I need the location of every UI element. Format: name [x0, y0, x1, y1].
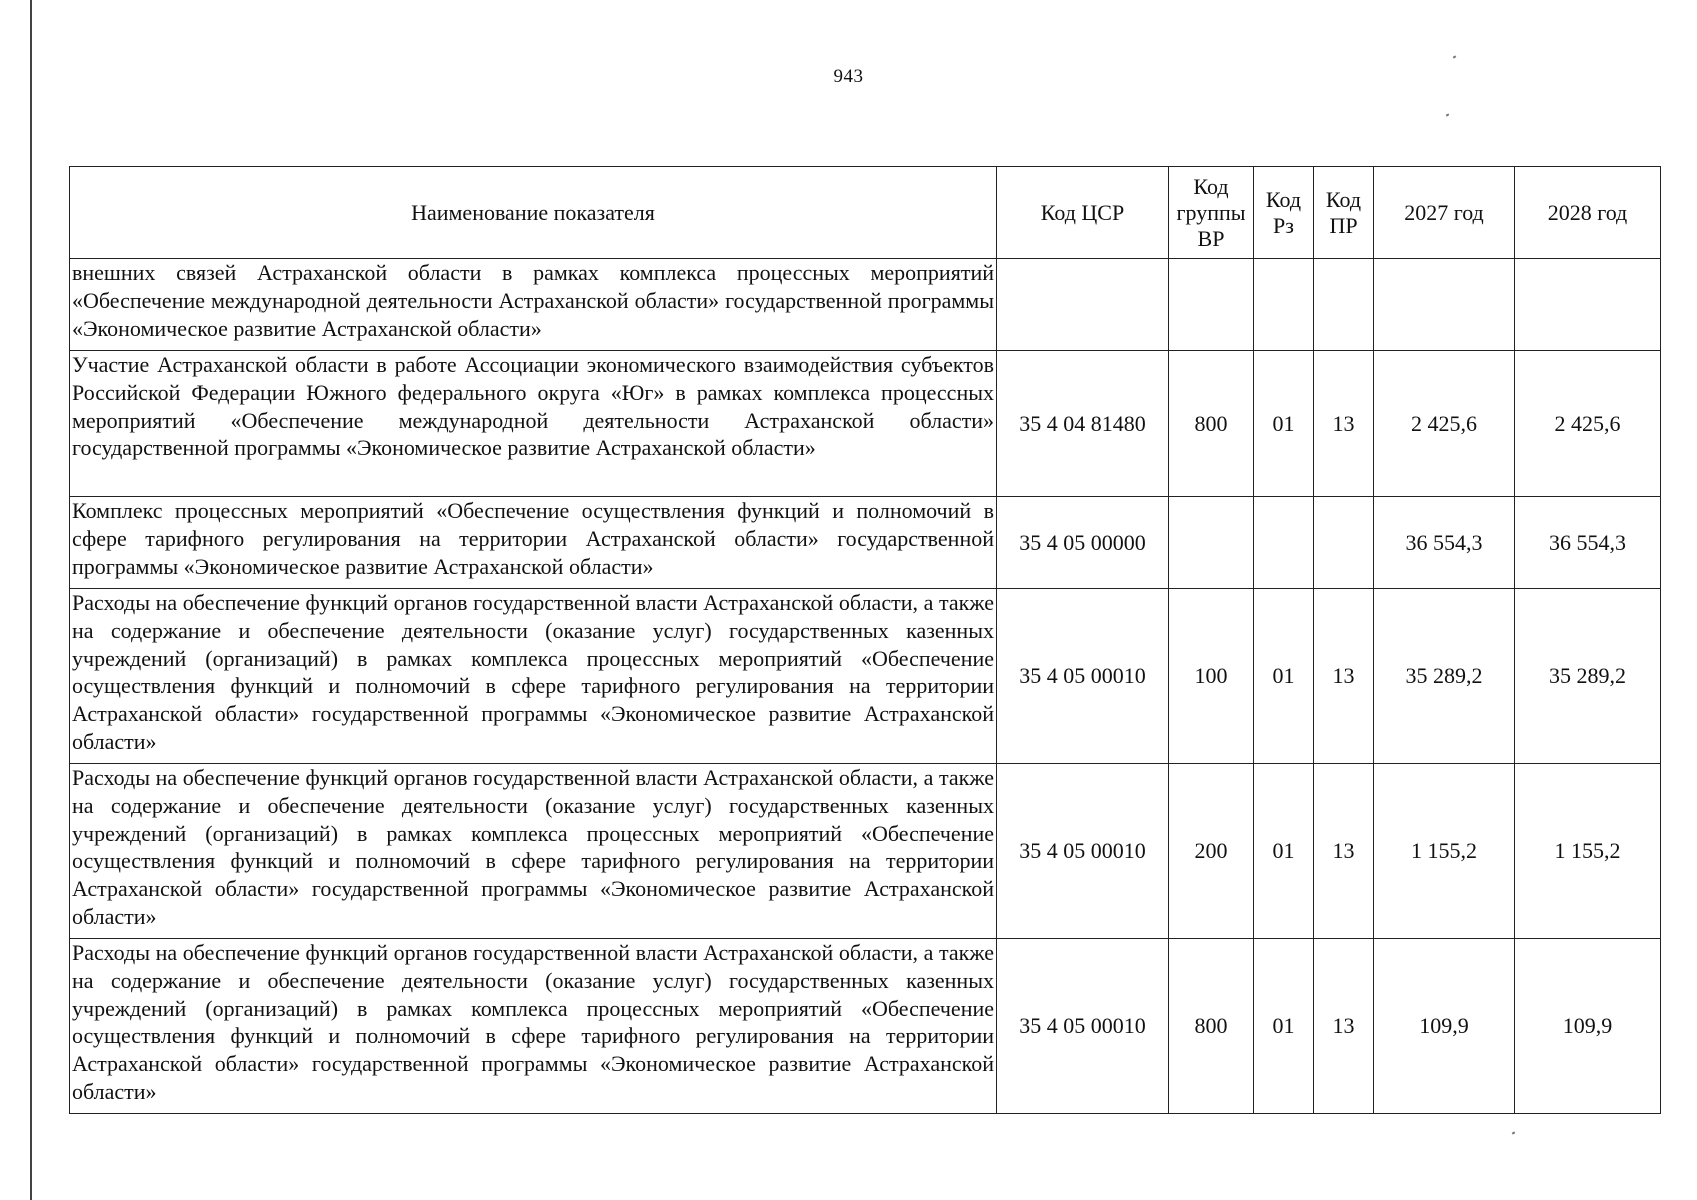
table-row: [70, 939, 1661, 1114]
row-rz: [1254, 497, 1314, 589]
binding-edge-line: [30, 0, 32, 1200]
row-rz: 01: [1254, 351, 1314, 497]
row-name: Расходы на обеспечение функций органов государственной власти Астраханской области, а также на содержание и обеспечение деятельности (оказание услуг) государственных казенных учреждений (организаций) в рамках комплекса процессных мероприятий «Обеспечение осуществления функций и полномочий в сфере тарифного регулирования на территории Астраханской области» государственной программы «Экономическое развитие Астраханской области»: [70, 589, 997, 764]
header-vr: Код группы ВР: [1169, 167, 1254, 259]
header-rz: Код Рз: [1254, 167, 1314, 259]
row-name: Расходы на обеспечение функций органов государственной власти Астраханской области, а также на содержание и обеспечение деятельности (оказание услуг) государственных казенных учреждений (организаций) в рамках комплекса процессных мероприятий «Обеспечение осуществления функций и полномочий в сфере тарифного регулирования на территории Астраханской области» государственной программы «Экономическое развитие Астраханской области»: [70, 764, 997, 939]
row-name: Расходы на обеспечение функций органов государственной власти Астраханской области, а также на содержание и обеспечение деятельности (оказание услуг) государственных казенных учреждений (организаций) в рамках комплекса процессных мероприятий «Обеспечение осуществления функций и полномочий в сфере тарифного регулирования на территории Астраханской области» государственной программы «Экономическое развитие Астраханской области»: [70, 939, 997, 1114]
row-vr: 800: [1169, 939, 1254, 1114]
row-csr: 35 4 05 00010: [997, 589, 1169, 764]
table-row: [70, 589, 1661, 764]
row-name: Комплекс процессных мероприятий «Обеспечение осуществления функций и полномочий в сфере тарифного регулирования на территории Астраханской области» государственной программы «Экономическое развитие Астраханской области»: [70, 497, 997, 589]
scan-speck: [1512, 1131, 1516, 1134]
row-2028: 109,9: [1515, 939, 1661, 1114]
row-pr: 13: [1314, 764, 1374, 939]
row-pr: 13: [1314, 589, 1374, 764]
row-csr: 35 4 05 00010: [997, 939, 1169, 1114]
table-row: [70, 351, 1661, 497]
row-2028: 2 425,6: [1515, 351, 1661, 497]
row-2027: 1 155,2: [1374, 764, 1515, 939]
row-name: внешних связей Астраханской области в рамках комплекса процессных мероприятий «Обеспечение международной деятельности Астраханской области» государственной программы «Экономическое развитие Астраханской области»: [70, 259, 997, 351]
row-2028: 36 554,3: [1515, 497, 1661, 589]
row-csr: 35 4 05 00000: [997, 497, 1169, 589]
row-name: Участие Астраханской области в работе Ассоциации экономического взаимодействия субъектов Российской Федерации Южного федерального округа «Юг» в рамках комплекса процессных мероприятий «Обеспечение международной деятельности Астраханской области» государственной программы «Экономическое развитие Астраханской области»: [70, 351, 997, 497]
row-pr: 13: [1314, 351, 1374, 497]
budget-table: [69, 166, 1661, 1114]
row-2027: 35 289,2: [1374, 589, 1515, 764]
row-vr: 800: [1169, 351, 1254, 497]
row-2028: [1515, 259, 1661, 351]
row-2028: 35 289,2: [1515, 589, 1661, 764]
row-2027: 36 554,3: [1374, 497, 1515, 589]
row-rz: 01: [1254, 764, 1314, 939]
row-rz: [1254, 259, 1314, 351]
table-row: [70, 259, 1661, 351]
table-header-row: [70, 167, 1661, 259]
page-number: 943: [833, 66, 864, 87]
header-2028: 2028 год: [1515, 167, 1661, 259]
row-pr: [1314, 259, 1374, 351]
row-vr: [1169, 497, 1254, 589]
row-pr: [1314, 497, 1374, 589]
table-row: [70, 764, 1661, 939]
row-vr: 200: [1169, 764, 1254, 939]
row-rz: 01: [1254, 589, 1314, 764]
row-2028: 1 155,2: [1515, 764, 1661, 939]
scan-speck: [1446, 113, 1450, 116]
header-name: Наименование показателя: [70, 167, 997, 259]
header-pr: Код ПР: [1314, 167, 1374, 259]
row-csr: [997, 259, 1169, 351]
row-csr: 35 4 04 81480: [997, 351, 1169, 497]
scan-speck: [1453, 55, 1457, 58]
row-2027: 109,9: [1374, 939, 1515, 1114]
row-2027: [1374, 259, 1515, 351]
row-2027: 2 425,6: [1374, 351, 1515, 497]
table-row: [70, 497, 1661, 589]
row-rz: 01: [1254, 939, 1314, 1114]
header-csr: Код ЦСР: [997, 167, 1169, 259]
row-pr: 13: [1314, 939, 1374, 1114]
header-2027: 2027 год: [1374, 167, 1515, 259]
row-vr: 100: [1169, 589, 1254, 764]
row-csr: 35 4 05 00010: [997, 764, 1169, 939]
row-vr: [1169, 259, 1254, 351]
